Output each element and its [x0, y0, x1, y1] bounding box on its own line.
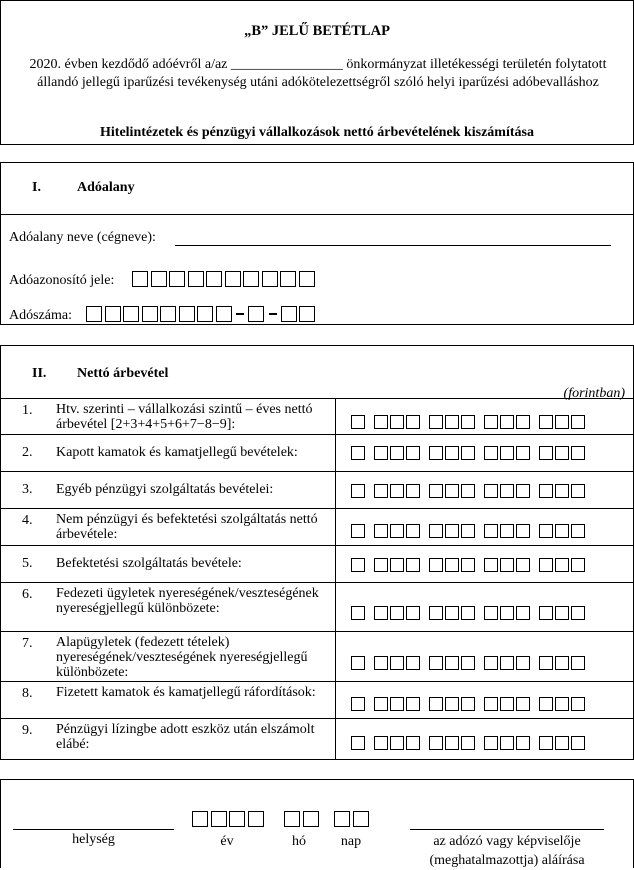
form-subtitle: Hitelintézetek és pénzügyi vállalkozások nettó árbevételének kiszámítása [100, 125, 534, 140]
digit-box[interactable] [351, 558, 365, 572]
digit-box[interactable] [484, 736, 498, 750]
row-description: Befektetési szolgáltatás bevétele: [56, 556, 242, 571]
taxpayer-name-field[interactable] [175, 245, 611, 246]
digit-box[interactable] [374, 524, 388, 538]
digit-box[interactable] [516, 656, 530, 670]
digit-box[interactable] [539, 558, 553, 572]
digit-box[interactable] [406, 736, 420, 750]
digit-box[interactable] [390, 606, 404, 620]
digit-box[interactable] [516, 484, 530, 498]
digit-box[interactable] [461, 736, 475, 750]
section-taxpayer [0, 162, 634, 325]
digit-box[interactable] [500, 446, 514, 460]
digit-box[interactable] [374, 656, 388, 670]
section-number: II. [32, 366, 47, 381]
digit-box[interactable] [429, 697, 443, 711]
digit-box[interactable] [123, 306, 139, 322]
amount-field[interactable] [351, 697, 594, 714]
digit-box[interactable] [484, 415, 498, 429]
amount-field[interactable] [351, 446, 594, 463]
digit-box[interactable] [281, 306, 297, 322]
column-divider [335, 546, 336, 582]
digit-box[interactable] [351, 656, 365, 670]
form-intro: 2020. évben kezdődő adóévről a/az ________________ önkormányzat illetékességi területén folytatott állandó jellegű iparűzési tevékenység utáni adókötelezettségről szóló helyi iparűzési adóbevalláshoz [29, 57, 607, 90]
digit-box[interactable] [299, 271, 315, 287]
row-number: 6. [22, 587, 33, 602]
digit-box[interactable] [484, 524, 498, 538]
section-number: I. [32, 180, 41, 195]
digit-box[interactable] [334, 811, 350, 827]
digit-box[interactable] [406, 415, 420, 429]
digit-box[interactable] [539, 606, 553, 620]
column-divider [335, 583, 336, 631]
digit-box[interactable] [374, 446, 388, 460]
digit-box[interactable] [429, 484, 443, 498]
digit-box[interactable] [303, 811, 319, 827]
row-number: 9. [22, 723, 33, 738]
digit-box[interactable] [390, 415, 404, 429]
digit-box[interactable] [351, 415, 365, 429]
digit-box[interactable] [429, 606, 443, 620]
table-row [1, 398, 633, 434]
digit-box[interactable] [390, 656, 404, 670]
form-title: „B” JELŰ BETÉTLAP [244, 23, 390, 39]
digit-box[interactable] [461, 656, 475, 670]
digit-box[interactable] [353, 811, 369, 827]
digit-box[interactable] [445, 484, 459, 498]
digit-box[interactable] [351, 524, 365, 538]
digit-box[interactable] [500, 524, 514, 538]
digit-box[interactable] [500, 484, 514, 498]
digit-box[interactable] [429, 446, 443, 460]
digit-box[interactable] [248, 811, 264, 827]
digit-box[interactable] [461, 446, 475, 460]
digit-box[interactable] [390, 558, 404, 572]
digit-box[interactable] [571, 415, 585, 429]
digit-box[interactable] [429, 736, 443, 750]
signature-section [0, 779, 634, 868]
digit-box[interactable] [374, 415, 388, 429]
digit-box[interactable] [374, 736, 388, 750]
row-number: 7. [22, 636, 33, 651]
digit-box[interactable] [390, 484, 404, 498]
table-row [1, 681, 633, 718]
row-description: Pénzügyi lízingbe adott eszköz után elszámolt elábé: [56, 722, 315, 752]
digit-box[interactable] [192, 811, 208, 827]
digit-box[interactable] [555, 736, 569, 750]
amount-field[interactable] [351, 736, 594, 753]
dash-separator [236, 313, 244, 315]
digit-box[interactable] [571, 656, 585, 670]
digit-box[interactable] [555, 415, 569, 429]
digit-box[interactable] [351, 484, 365, 498]
section-title: Nettó árbevétel [77, 366, 169, 381]
digit-box[interactable] [429, 558, 443, 572]
column-divider [335, 632, 336, 681]
section-header [1, 163, 633, 215]
digit-box[interactable] [484, 446, 498, 460]
date-month-field[interactable] [284, 811, 321, 830]
digit-box[interactable] [445, 606, 459, 620]
digit-box[interactable] [461, 484, 475, 498]
row-number: 3. [22, 482, 33, 497]
digit-box[interactable] [406, 606, 420, 620]
digit-box[interactable] [555, 524, 569, 538]
digit-box[interactable] [516, 524, 530, 538]
taxpayer-name-label: Adóalany neve (cégneve): [9, 230, 156, 245]
digit-box[interactable] [555, 697, 569, 711]
digit-box[interactable] [179, 306, 195, 322]
column-divider [335, 435, 336, 471]
digit-box[interactable] [555, 656, 569, 670]
dash-separator [269, 313, 277, 315]
section-net-revenue [0, 345, 634, 760]
digit-box[interactable] [105, 306, 121, 322]
digit-box[interactable] [429, 524, 443, 538]
digit-box[interactable] [406, 558, 420, 572]
place-label: helység [72, 832, 115, 847]
digit-box[interactable] [188, 271, 204, 287]
digit-box[interactable] [229, 811, 245, 827]
digit-box[interactable] [539, 524, 553, 538]
digit-box[interactable] [461, 606, 475, 620]
digit-box[interactable] [211, 811, 227, 827]
digit-box[interactable] [206, 271, 222, 287]
column-divider [335, 682, 336, 718]
digit-box[interactable] [406, 524, 420, 538]
digit-box[interactable] [132, 271, 148, 287]
row-description: Alapügyletek (fedezett tételek) nyereségének/veszteségének nyereségjellegű különbözete: [56, 635, 308, 680]
date-year-field[interactable] [192, 811, 266, 830]
digit-box[interactable] [484, 656, 498, 670]
row-description: Egyéb pénzügyi szolgáltatás bevételei: [56, 482, 274, 497]
digit-box[interactable] [445, 446, 459, 460]
digit-box[interactable] [571, 446, 585, 460]
digit-box[interactable] [374, 697, 388, 711]
digit-box[interactable] [351, 446, 365, 460]
table-row [1, 508, 633, 545]
amount-field[interactable] [351, 415, 594, 432]
digit-box[interactable] [429, 415, 443, 429]
row-number: 4. [22, 513, 33, 528]
digit-box[interactable] [500, 736, 514, 750]
digit-box[interactable] [461, 697, 475, 711]
digit-box[interactable] [151, 271, 167, 287]
form-header [0, 0, 634, 145]
digit-box[interactable] [445, 736, 459, 750]
digit-box[interactable] [169, 271, 185, 287]
column-divider [335, 509, 336, 545]
digit-box[interactable] [160, 306, 176, 322]
digit-box[interactable] [406, 697, 420, 711]
digit-box[interactable] [461, 524, 475, 538]
digit-box[interactable] [461, 415, 475, 429]
table-row [1, 718, 633, 760]
row-description: Fizetett kamatok és kamatjellegű ráfordítások: [56, 685, 316, 700]
amount-field[interactable] [351, 606, 594, 623]
amount-field[interactable] [351, 656, 594, 673]
place-field[interactable] [13, 829, 174, 830]
table-row [1, 471, 633, 508]
year-label: év [220, 834, 234, 849]
digit-box[interactable] [374, 484, 388, 498]
digit-box[interactable] [516, 558, 530, 572]
month-label: hó [292, 834, 306, 849]
tax-number-field[interactable] [86, 306, 318, 325]
digit-box[interactable] [571, 484, 585, 498]
amount-field[interactable] [351, 484, 594, 501]
digit-box[interactable] [374, 558, 388, 572]
digit-box[interactable] [86, 306, 102, 322]
digit-box[interactable] [484, 697, 498, 711]
column-divider [335, 399, 336, 434]
digit-box[interactable] [500, 697, 514, 711]
digit-box[interactable] [284, 811, 300, 827]
digit-box[interactable] [461, 558, 475, 572]
table-row [1, 631, 633, 681]
digit-box[interactable] [445, 415, 459, 429]
digit-box[interactable] [445, 524, 459, 538]
digit-box[interactable] [555, 446, 569, 460]
date-day-field[interactable] [334, 811, 371, 830]
digit-box[interactable] [484, 484, 498, 498]
digit-box[interactable] [571, 736, 585, 750]
digit-box[interactable] [351, 697, 365, 711]
digit-box[interactable] [142, 306, 158, 322]
digit-box[interactable] [243, 271, 259, 287]
digit-box[interactable] [555, 558, 569, 572]
digit-box[interactable] [516, 697, 530, 711]
column-divider [335, 719, 336, 760]
digit-box[interactable] [445, 697, 459, 711]
row-description: Fedezeti ügyletek nyereségének/veszteségének nyereségjellegű különbözete: [56, 586, 319, 616]
signature-field[interactable] [410, 829, 604, 830]
amount-field[interactable] [351, 558, 594, 575]
digit-box[interactable] [484, 558, 498, 572]
digit-box[interactable] [555, 606, 569, 620]
digit-box[interactable] [406, 484, 420, 498]
day-label: nap [340, 834, 362, 849]
digit-box[interactable] [516, 736, 530, 750]
table-row [1, 582, 633, 631]
tax-id-field[interactable] [132, 271, 317, 290]
currency-note: (forintban) [563, 386, 625, 401]
digit-box[interactable] [500, 606, 514, 620]
digit-box[interactable] [351, 606, 365, 620]
digit-box[interactable] [539, 736, 553, 750]
digit-box[interactable] [555, 484, 569, 498]
digit-box[interactable] [484, 606, 498, 620]
digit-box[interactable] [500, 558, 514, 572]
digit-box[interactable] [571, 606, 585, 620]
row-number: 8. [22, 686, 33, 701]
digit-box[interactable] [516, 446, 530, 460]
digit-box[interactable] [516, 606, 530, 620]
digit-box[interactable] [390, 697, 404, 711]
digit-box[interactable] [500, 415, 514, 429]
digit-box[interactable] [248, 306, 264, 322]
digit-box[interactable] [351, 736, 365, 750]
column-divider [335, 472, 336, 508]
row-number: 2. [22, 445, 33, 460]
table-row [1, 545, 633, 582]
digit-box[interactable] [539, 656, 553, 670]
digit-box[interactable] [262, 271, 278, 287]
row-number: 1. [22, 403, 33, 418]
digit-box[interactable] [571, 697, 585, 711]
digit-box[interactable] [539, 415, 553, 429]
amount-field[interactable] [351, 524, 594, 541]
digit-box[interactable] [197, 306, 213, 322]
digit-box[interactable] [445, 558, 459, 572]
digit-box[interactable] [299, 306, 315, 322]
section-header [1, 346, 633, 398]
digit-box[interactable] [280, 271, 296, 287]
digit-box[interactable] [429, 656, 443, 670]
table-row [1, 434, 633, 471]
row-description: Htv. szerinti – vállalkozási szintű – éves nettó árbevétel [2+3+4+5+6+7−8−9]: [56, 402, 313, 432]
digit-box[interactable] [225, 271, 241, 287]
digit-box[interactable] [390, 736, 404, 750]
digit-box[interactable] [374, 606, 388, 620]
digit-box[interactable] [516, 415, 530, 429]
tax-number-label: Adószáma: [9, 308, 72, 323]
digit-box[interactable] [539, 484, 553, 498]
row-number: 5. [22, 556, 33, 571]
digit-box[interactable] [571, 524, 585, 538]
row-description: Nem pénzügyi és befektetési szolgáltatás nettó árbevétele: [56, 512, 318, 542]
tax-id-label: Adóazonosító jele: [9, 273, 115, 288]
digit-box[interactable] [571, 558, 585, 572]
row-description: Kapott kamatok és kamatjellegű bevételek: [56, 445, 298, 460]
digit-box[interactable] [406, 446, 420, 460]
digit-box[interactable] [390, 446, 404, 460]
section-title: Adóalany [77, 180, 135, 195]
digit-box[interactable] [500, 656, 514, 670]
digit-box[interactable] [406, 656, 420, 670]
signer-label: az adózó vagy képviselője (meghatalmazottja) aláírása [429, 834, 585, 868]
digit-box[interactable] [390, 524, 404, 538]
digit-box[interactable] [216, 306, 232, 322]
digit-box[interactable] [539, 446, 553, 460]
digit-box[interactable] [445, 656, 459, 670]
digit-box[interactable] [539, 697, 553, 711]
